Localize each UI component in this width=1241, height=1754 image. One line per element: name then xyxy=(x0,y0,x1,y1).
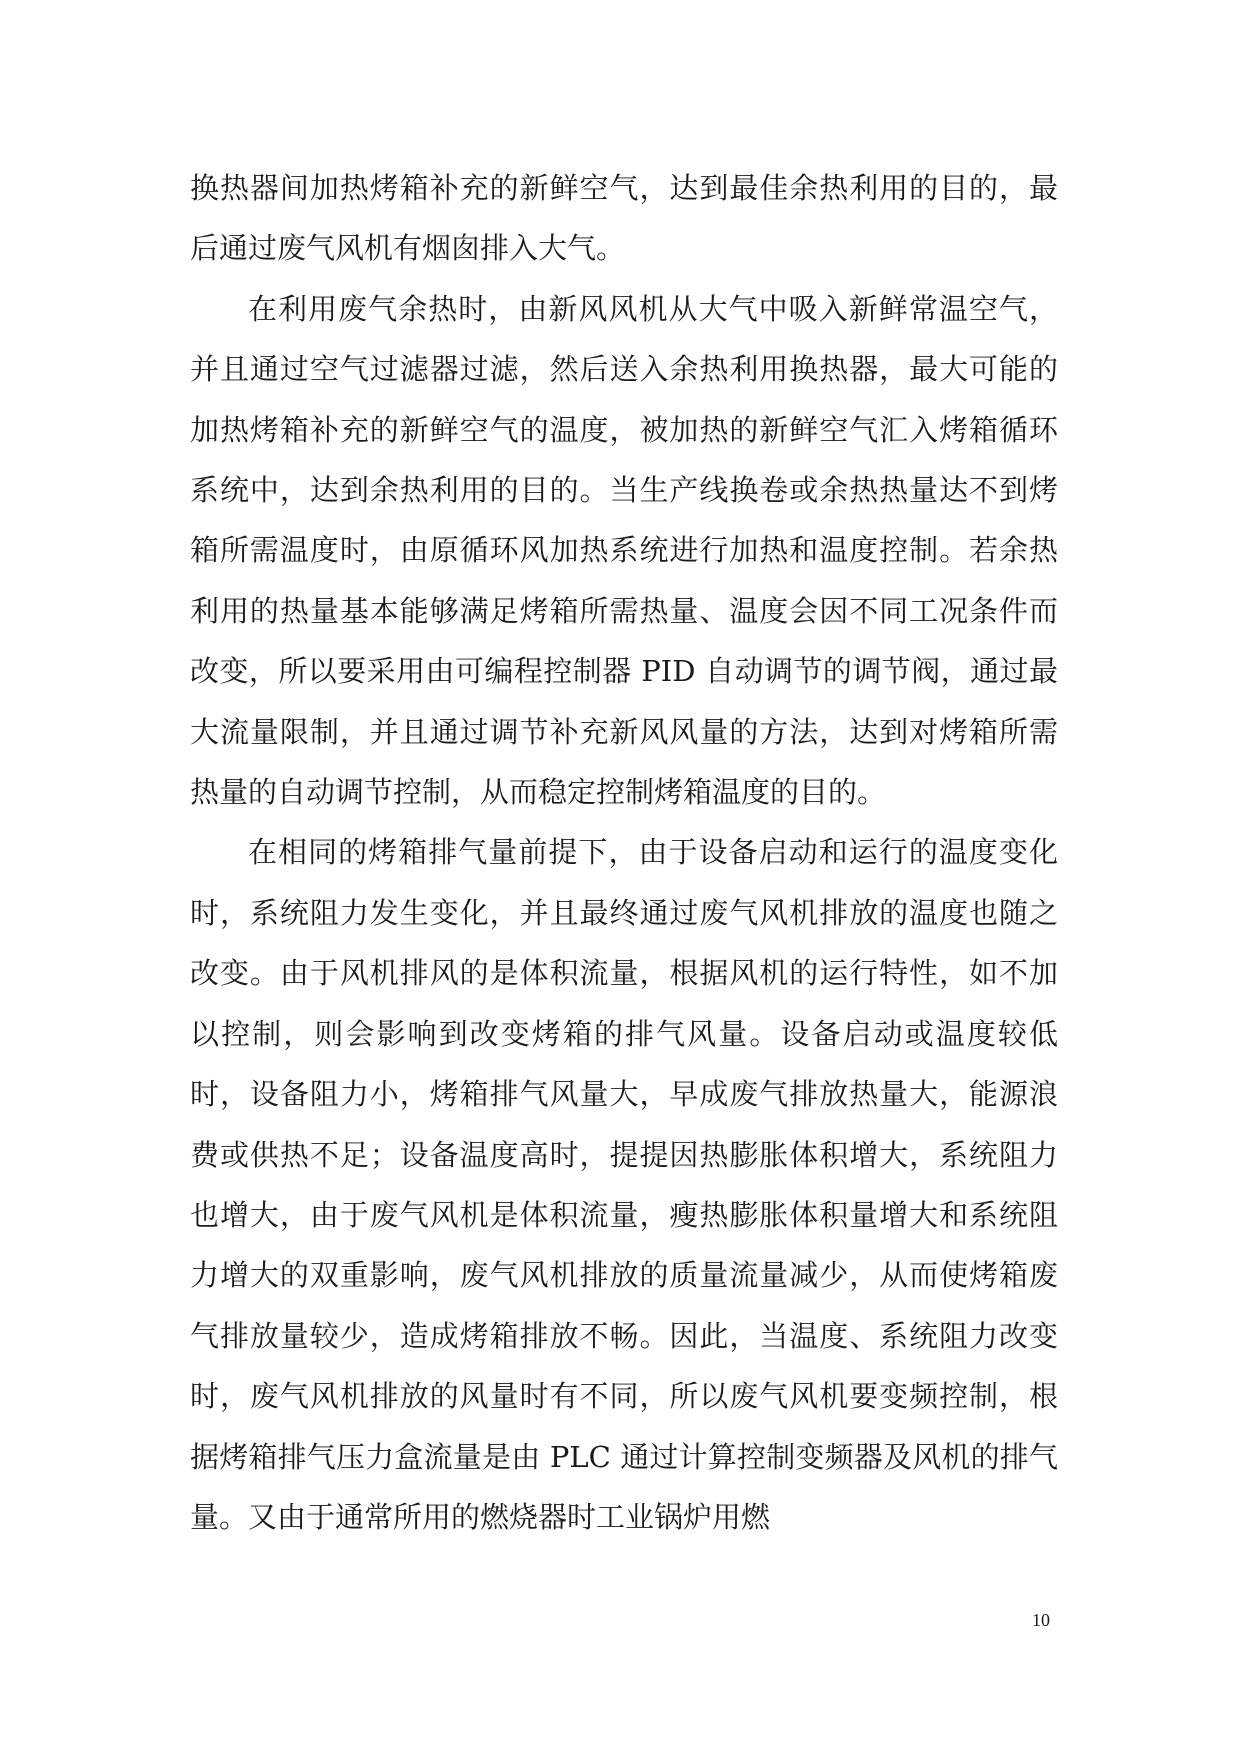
paragraph-2: 在利用废气余热时，由新风风机从大气中吸入新鲜常温空气，并且通过空气过滤器过滤，然后送入余热利用换热器，最大可能的加热烤箱补充的新鲜空气的温度，被加热的新鲜空气汇入烤箱循环系统中，达到余热利用的目的。当生产线换卷或余热热量达不到烤箱所需温度时，由原循环风加热系统进行加热和温度控制。若余热利用的热量基本能够满足烤箱所需热量、温度会因不同工况条件而改变，所以要采用由可编程控制器 PID 自动调节的调节阀，通过最大流量限制，并且通过调节补充新风风量的方法，达到对烤箱所需热量的自动调节控制，从而稳定控制烤箱温度的目的。 xyxy=(190,291,1058,810)
paragraph-1: 换热器间加热烤箱补充的新鲜空气，达到最佳余热利用的目的，最后通过废气风机有烟囱排入大气。 xyxy=(190,171,1058,266)
body-text xyxy=(190,158,1058,1547)
page-number: 10 xyxy=(1032,1610,1050,1630)
paragraph-3: 在相同的烤箱排气量前提下，由于设备启动和运行的温度变化时，系统阻力发生变化，并且最终通过废气风机排放的温度也随之改变。由于风机排风的是体积流量，根据风机的运行特性，如不加以控制，则会影响到改变烤箱的排气风量。设备启动或温度较低时，设备阻力小，烤箱排气风量大，早成废气排放热量大，能源浪费或供热不足；设备温度高时，提提因热膨胀体积增大，系统阻力也增大，由于废气风机是体积流量，瘦热膨胀体积量增大和系统阻力增大的双重影响，废气风机排放的质量流量减少，从而使烤箱废气排放量较少，造成烤箱排放不畅。因此，当温度、系统阻力改变时，废气风机排放的风量时有不同，所以废气风机要变频控制，根据烤箱排气压力盒流量是由 PLC 通过计算控制变频器及风机的排气量。又由于通常所用的燃烧器时工业锅炉用燃 xyxy=(190,835,1058,1534)
